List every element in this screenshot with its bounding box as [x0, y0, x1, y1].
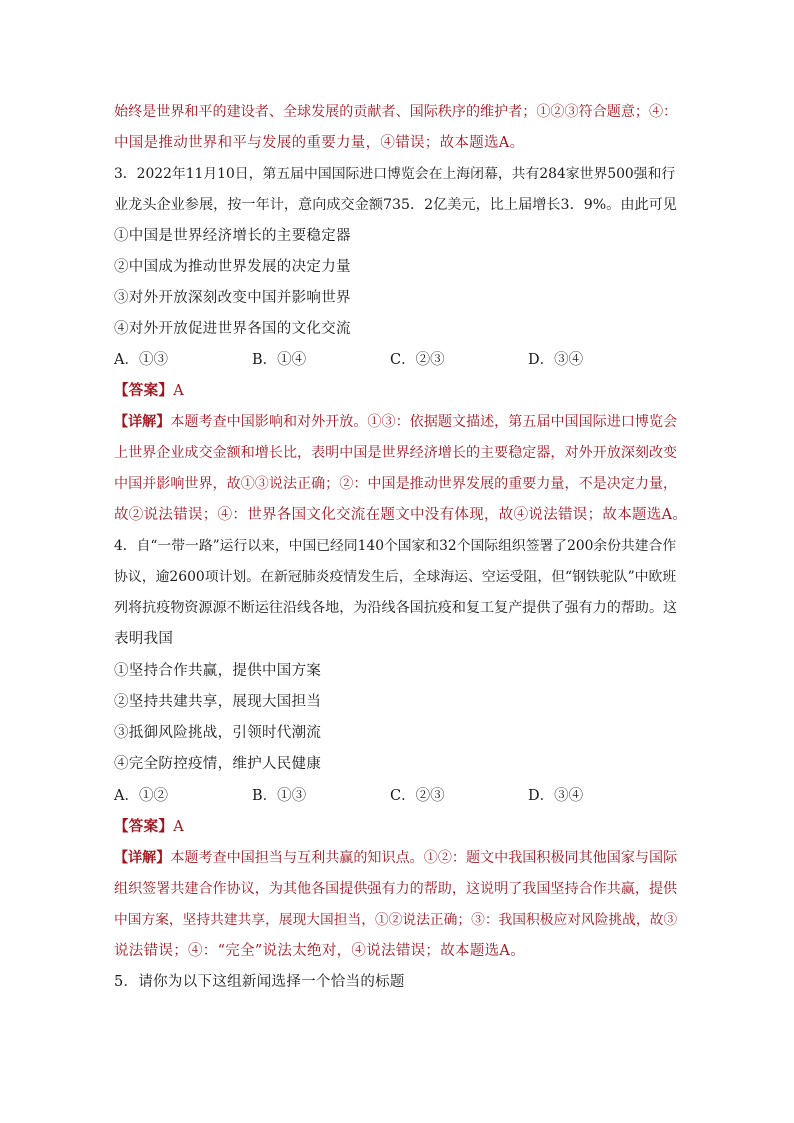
- q3-detail-line-4: 故②说法错误；④：世界各国文化交流在题文中没有体现，故④说法错误；故本题选A。: [114, 507, 688, 523]
- q4-stem-line-2: 协议，逾2600项计划。在新冠肺炎疫情发生后，全球海运、空运受阻，但“钢铁驼队”中欧班: [114, 569, 677, 585]
- q3-detail-tag: 【详解】: [114, 414, 171, 430]
- q2-explanation-line-1: 始终是世界和平的建设者、全球发展的贡献者、国际秩序的维护者；①②③符合题意；④：: [114, 104, 678, 120]
- q3-stem-line-1: 3．2022年11月10日，第五届中国国际进口博览会在上海闭幕，共有284家世界500强和行: [114, 166, 676, 182]
- q4-stem-line-3: 列将抗疫物资源源不断运往沿线各地，为沿线各国抗疫和复工复产提供了强有力的帮助。这: [114, 600, 678, 616]
- q4-statement-2: ②坚持共建共享，展现大国担当: [114, 694, 322, 710]
- q3-option-d[interactable]: D．③④: [528, 352, 584, 368]
- q3-detail-line-2: 上世界企业成交金额和增长比，表明中国是世界经济增长的主要稳定器，对外开放深刻改变: [114, 445, 678, 461]
- q3-option-c[interactable]: C．②③: [390, 352, 445, 368]
- q4-detail-text-1: 本题考查中国担当与互利共赢的知识点。①②：题文中我国积极同其他国家与国际: [170, 850, 678, 866]
- q3-detail-text-1: 本题考查中国影响和对外开放。①③：依据题文描述，第五届中国国际进口博览会: [170, 414, 678, 430]
- q4-detail-tag: 【详解】: [114, 850, 171, 866]
- q4-option-d[interactable]: D．③④: [528, 788, 584, 804]
- q4-option-c[interactable]: C．②③: [390, 788, 445, 804]
- q4-stem-line-1: 4．自“一带一路”运行以来，中国已经同140个国家和32个国际组织签署了200余份共建合作: [114, 538, 677, 554]
- q4-detail-line-2: 组织签署共建合作协议，为其他各国提供强有力的帮助，这说明了我国坚持合作共赢，提供: [114, 881, 678, 897]
- q3-statement-4: ④对外开放促进世界各国的文化交流: [114, 321, 351, 337]
- q4-option-b[interactable]: B．①③: [252, 788, 307, 804]
- q3-statement-2: ②中国成为推动世界发展的决定力量: [114, 259, 351, 275]
- q4-detail-line-1: [114, 848, 684, 868]
- q4-detail-line-4: 说法错误；④：“完全”说法太绝对，④说法错误；故本题选A。: [114, 943, 525, 959]
- q3-option-b[interactable]: B．①④: [252, 352, 307, 368]
- q4-statement-1: ①坚持合作共赢，提供中国方案: [114, 663, 322, 679]
- q5-stem: 5．请你为以下这组新闻选择一个恰当的标题: [114, 974, 405, 990]
- q3-detail-line-3: 中国并影响世界，故①③说法正确；②：中国是推动世界发展的重要力量，不是决定力量，: [114, 476, 678, 492]
- q3-answer-value: A: [173, 383, 184, 399]
- q3-stem-line-2: 业龙头企业参展，按一年计，意向成交金额735．2亿美元，比上届增长3．9%。由此可见: [114, 197, 677, 213]
- q3-option-a[interactable]: A．①③: [114, 352, 168, 368]
- q4-answer: [114, 817, 684, 837]
- q4-option-a[interactable]: A．①②: [114, 788, 168, 804]
- q4-stem-line-4: 表明我国: [114, 631, 174, 647]
- q4-answer-tag: 【答案】: [114, 818, 174, 835]
- q4-detail-line-3: 中国方案，坚持共建共享，展现大国担当，①②说法正确；③：我国积极应对风险挑战，故③: [114, 912, 678, 928]
- q2-explanation-line-2: 中国是推动世界和平与发展的重要力量，④错误；故本题选A。: [114, 135, 525, 151]
- q4-statement-4: ④完全防控疫情，维护人民健康: [114, 756, 322, 772]
- q3-detail-line-1: [114, 412, 684, 432]
- q3-answer: [114, 381, 684, 401]
- q3-answer-tag: 【答案】: [114, 382, 174, 399]
- q4-answer-value: A: [173, 819, 184, 835]
- q4-statement-3: ③抵御风险挑战，引领时代潮流: [114, 725, 322, 741]
- q3-statement-1: ①中国是世界经济增长的主要稳定器: [114, 228, 351, 244]
- q3-statement-3: ③对外开放深刻改变中国并影响世界: [114, 290, 351, 306]
